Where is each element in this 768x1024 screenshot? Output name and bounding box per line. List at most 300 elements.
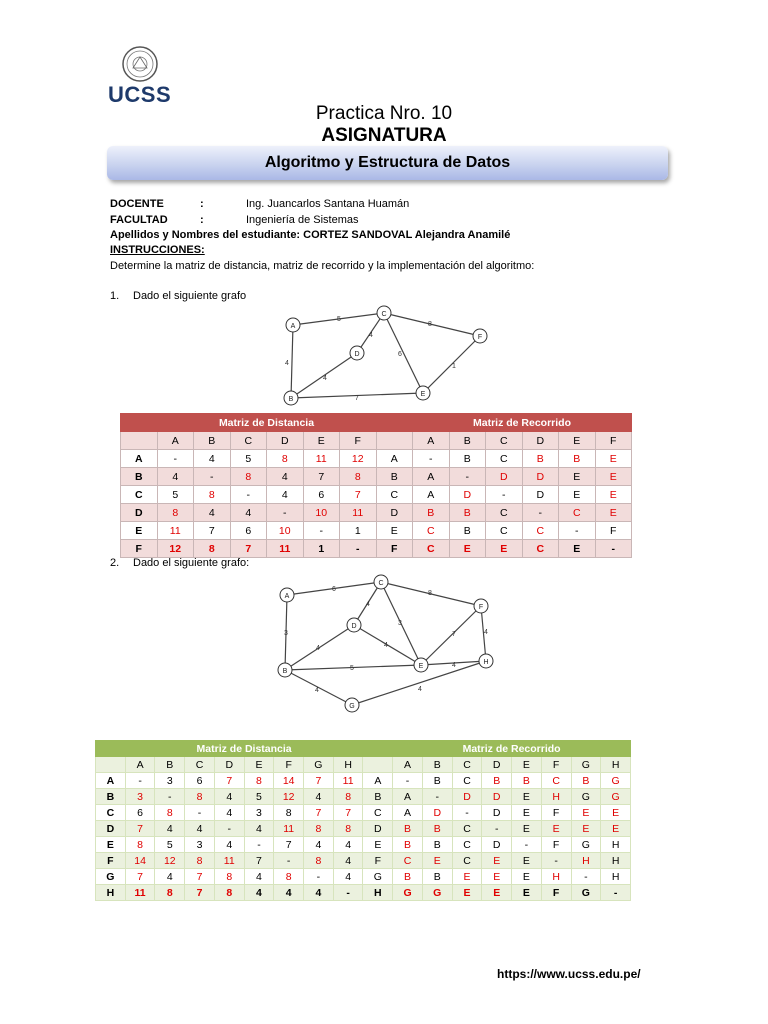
edge-weight: 1: [452, 363, 456, 370]
route-cell: H: [601, 869, 631, 885]
distance-cell: 7: [185, 885, 215, 901]
faculty-row: [110, 214, 359, 226]
course-heading: ASIGNATURA: [321, 125, 447, 146]
route-cell: E: [541, 821, 571, 837]
edge-weight: 7: [452, 631, 456, 638]
route-cell: C: [522, 540, 559, 558]
distance-cell: 8: [155, 805, 185, 821]
column-header: B: [155, 757, 185, 773]
distance-cell: 4: [230, 504, 267, 522]
distance-cell: 8: [125, 837, 155, 853]
matrix-row: [121, 540, 632, 558]
column-header: A: [413, 432, 450, 450]
route-cell: A: [413, 486, 450, 504]
route-cell: D: [422, 805, 452, 821]
row-label: A: [363, 773, 393, 789]
route-cell: C: [452, 837, 482, 853]
row-label: C: [376, 486, 413, 504]
route-cell: E: [595, 468, 632, 486]
distance-cell: 1: [303, 540, 340, 558]
column-header: B: [422, 757, 452, 773]
row-label: C: [96, 805, 126, 821]
distance-cell: 6: [230, 522, 267, 540]
edge-weight: 5: [350, 665, 354, 672]
route-cell: A: [393, 789, 423, 805]
distance-cell: 4: [157, 468, 194, 486]
route-cell: E: [571, 805, 601, 821]
colon: :: [200, 214, 204, 226]
distance-cell: 8: [155, 885, 185, 901]
row-label: F: [96, 853, 126, 869]
route-cell: E: [452, 869, 482, 885]
route-cell: C: [452, 821, 482, 837]
route-cell: E: [449, 540, 486, 558]
distance-cell: -: [304, 869, 334, 885]
distance-cell: 4: [333, 853, 363, 869]
column-header: A: [125, 757, 155, 773]
distance-cell: 4: [214, 837, 244, 853]
distance-cell: 8: [185, 789, 215, 805]
distance-cell: 4: [267, 468, 304, 486]
matrix-table-1: [120, 413, 632, 558]
route-cell: E: [512, 885, 542, 901]
row-label: G: [363, 869, 393, 885]
distance-cell: 3: [185, 837, 215, 853]
edge-weight: 6: [332, 586, 336, 593]
route-cell: E: [512, 853, 542, 869]
node-label: F: [477, 334, 483, 341]
route-cell: E: [595, 450, 632, 468]
route-cell: B: [522, 450, 559, 468]
route-cell: B: [571, 773, 601, 789]
row-label: E: [376, 522, 413, 540]
distance-cell: 12: [157, 540, 194, 558]
route-cell: G: [571, 789, 601, 805]
route-cell: F: [595, 522, 632, 540]
distance-cell: 8: [214, 869, 244, 885]
distance-cell: 4: [333, 837, 363, 853]
column-header: E: [512, 757, 542, 773]
distance-cell: 14: [274, 773, 304, 789]
edge-weight: 5: [337, 316, 341, 323]
route-cell: B: [422, 837, 452, 853]
distance-cell: -: [274, 853, 304, 869]
route-cell: A: [393, 805, 423, 821]
route-cell: D: [486, 468, 523, 486]
distance-cell: 1: [340, 522, 377, 540]
website-url: https://www.ucss.edu.pe/: [497, 967, 641, 981]
distance-cell: 4: [214, 805, 244, 821]
route-cell: E: [512, 789, 542, 805]
route-cell: H: [601, 837, 631, 853]
route-cell: E: [512, 821, 542, 837]
distance-cell: 7: [125, 869, 155, 885]
node-label: E: [418, 663, 424, 670]
distance-cell: 4: [194, 504, 231, 522]
edge-weight: 4: [316, 645, 320, 652]
distance-cell: 8: [267, 450, 304, 468]
distance-cell: 6: [125, 805, 155, 821]
node-label: H: [483, 659, 489, 666]
column-header: C: [452, 757, 482, 773]
route-cell: D: [522, 468, 559, 486]
route-cell: C: [452, 773, 482, 789]
row-label: D: [96, 821, 126, 837]
distance-cell: -: [125, 773, 155, 789]
node-label: D: [354, 351, 360, 358]
distance-cell: 10: [267, 522, 304, 540]
route-cell: C: [486, 450, 523, 468]
matrix-row: [121, 468, 632, 486]
row-label: E: [96, 837, 126, 853]
distance-cell: 4: [333, 869, 363, 885]
practice-title: Practica Nro. 10: [315, 103, 453, 124]
distance-cell: 7: [244, 853, 274, 869]
edge-weight: 8: [428, 321, 432, 328]
distance-cell: 7: [274, 837, 304, 853]
route-cell: B: [559, 450, 596, 468]
distance-cell: 7: [333, 805, 363, 821]
distance-cell: 7: [185, 869, 215, 885]
node-label: A: [290, 323, 296, 330]
route-cell: -: [413, 450, 450, 468]
edge-weight: 4: [452, 662, 456, 669]
question-1-text: Dado el siguiente grafo: [133, 290, 247, 302]
instructions-text: Determine la matriz de distancia, matriz de recorrido y la implementación del algoritmo:: [110, 260, 535, 272]
distance-cell: -: [157, 450, 194, 468]
matrix-header-row: [96, 757, 631, 773]
matrix-row: [96, 869, 631, 885]
edge-weight: 4: [366, 601, 370, 608]
matrix-row: [96, 805, 631, 821]
column-header: D: [482, 757, 512, 773]
distance-cell: 5: [230, 450, 267, 468]
distance-cell: 8: [274, 805, 304, 821]
route-cell: C: [413, 522, 450, 540]
distance-cell: -: [340, 540, 377, 558]
route-cell: C: [541, 773, 571, 789]
matrix-row: [121, 504, 632, 522]
route-cell: H: [601, 853, 631, 869]
row-label: G: [96, 869, 126, 885]
distance-cell: -: [244, 837, 274, 853]
route-cell: F: [541, 837, 571, 853]
distance-cell: 8: [244, 773, 274, 789]
column-header: H: [601, 757, 631, 773]
distance-cell: 4: [155, 869, 185, 885]
distance-cell: 11: [333, 773, 363, 789]
distance-cell: 4: [304, 837, 334, 853]
route-cell: B: [449, 450, 486, 468]
route-cell: E: [486, 540, 523, 558]
row-label: E: [363, 837, 393, 853]
matrix-row: [121, 522, 632, 540]
edge-weight: 4: [285, 360, 289, 367]
route-cell: E: [452, 885, 482, 901]
route-matrix-title: Matriz de Recorrido: [393, 741, 631, 757]
edge-weight: 4: [384, 642, 388, 649]
distance-cell: 8: [194, 540, 231, 558]
route-cell: C: [486, 522, 523, 540]
row-label: B: [121, 468, 158, 486]
distance-cell: 4: [214, 789, 244, 805]
route-cell: -: [393, 773, 423, 789]
row-label: C: [363, 805, 393, 821]
route-cell: F: [541, 805, 571, 821]
distance-cell: -: [230, 486, 267, 504]
distance-cell: -: [267, 504, 304, 522]
distance-cell: 12: [155, 853, 185, 869]
route-cell: D: [482, 805, 512, 821]
route-cell: G: [571, 885, 601, 901]
distance-cell: -: [155, 789, 185, 805]
route-cell: D: [482, 837, 512, 853]
column-header: D: [522, 432, 559, 450]
column-header: E: [303, 432, 340, 450]
route-cell: -: [422, 789, 452, 805]
row-label: A: [376, 450, 413, 468]
row-label: D: [376, 504, 413, 522]
distance-cell: 8: [304, 821, 334, 837]
row-label: A: [96, 773, 126, 789]
distance-cell: 11: [214, 853, 244, 869]
route-cell: B: [413, 504, 450, 522]
column-header: D: [214, 757, 244, 773]
distance-cell: 7: [194, 522, 231, 540]
column-header: E: [244, 757, 274, 773]
route-cell: -: [571, 869, 601, 885]
distance-cell: 8: [185, 853, 215, 869]
matrix-row: [96, 789, 631, 805]
distance-cell: 7: [125, 821, 155, 837]
route-cell: D: [452, 789, 482, 805]
column-header: C: [185, 757, 215, 773]
route-matrix-title: Matriz de Recorrido: [413, 414, 632, 432]
faculty-name: Ingeniería de Sistemas: [246, 214, 359, 226]
column-header: E: [559, 432, 596, 450]
node-label: C: [381, 311, 387, 318]
distance-cell: 11: [274, 821, 304, 837]
subject-name: Algoritmo y Estructura de Datos: [264, 154, 511, 171]
distance-cell: 6: [185, 773, 215, 789]
node-label: B: [288, 396, 294, 403]
distance-cell: 4: [267, 486, 304, 504]
distance-cell: 4: [155, 821, 185, 837]
question-2-text: Dado el siguiente grafo:: [133, 557, 250, 569]
distance-cell: 6: [303, 486, 340, 504]
edge-weight: 4: [369, 332, 373, 339]
distance-cell: 11: [303, 450, 340, 468]
row-label: D: [121, 504, 158, 522]
row-label: B: [96, 789, 126, 805]
distance-cell: 3: [155, 773, 185, 789]
graph-1: [280, 303, 490, 408]
route-cell: -: [512, 837, 542, 853]
column-header: F: [340, 432, 377, 450]
edge-weight: 7: [355, 395, 359, 402]
edge-weight: 4: [323, 375, 327, 382]
distance-cell: 4: [244, 821, 274, 837]
distance-cell: 8: [333, 789, 363, 805]
teacher-row: [110, 198, 409, 210]
node-label: F: [478, 604, 484, 611]
route-cell: -: [601, 885, 631, 901]
route-cell: E: [482, 869, 512, 885]
matrix-row: [96, 885, 631, 901]
distance-cell: 3: [244, 805, 274, 821]
route-cell: C: [522, 522, 559, 540]
route-cell: E: [559, 486, 596, 504]
question-1-number: 1.: [110, 290, 120, 302]
distance-cell: 7: [214, 773, 244, 789]
edge-weight: 6: [398, 351, 402, 358]
route-cell: C: [413, 540, 450, 558]
column-header: D: [267, 432, 304, 450]
row-label: B: [363, 789, 393, 805]
matrix-title-row: [96, 741, 631, 757]
column-header: G: [304, 757, 334, 773]
route-cell: -: [486, 486, 523, 504]
route-cell: B: [449, 522, 486, 540]
row-label: A: [121, 450, 158, 468]
teacher-label: DOCENTE: [110, 198, 164, 210]
column-header: B: [194, 432, 231, 450]
distance-matrix-title: Matriz de Distancia: [157, 414, 376, 432]
distance-cell: 8: [194, 486, 231, 504]
student-name: Apellidos y Nombres del estudiante: CORTEZ SANDOVAL Alejandra Anamilé: [110, 229, 511, 241]
route-cell: E: [571, 821, 601, 837]
route-cell: E: [482, 885, 512, 901]
route-cell: E: [559, 540, 596, 558]
route-cell: C: [559, 504, 596, 522]
route-cell: -: [452, 805, 482, 821]
route-cell: B: [422, 821, 452, 837]
distance-cell: 5: [155, 837, 185, 853]
column-header: F: [541, 757, 571, 773]
route-cell: E: [422, 853, 452, 869]
route-cell: E: [601, 805, 631, 821]
matrix-row: [121, 450, 632, 468]
node-label: G: [349, 703, 355, 710]
edge-weight: 4: [484, 629, 488, 636]
distance-cell: 5: [244, 789, 274, 805]
node-label: C: [378, 580, 384, 587]
route-cell: D: [449, 486, 486, 504]
route-cell: -: [449, 468, 486, 486]
distance-cell: 8: [304, 853, 334, 869]
distance-cell: 11: [157, 522, 194, 540]
distance-cell: 11: [125, 885, 155, 901]
route-cell: E: [512, 805, 542, 821]
route-cell: B: [512, 773, 542, 789]
edge-weight: 3: [284, 630, 288, 637]
distance-cell: 4: [244, 885, 274, 901]
distance-cell: 11: [267, 540, 304, 558]
distance-cell: 4: [274, 885, 304, 901]
route-cell: E: [512, 869, 542, 885]
row-label: F: [121, 540, 158, 558]
route-cell: E: [595, 486, 632, 504]
row-label: H: [363, 885, 393, 901]
matrix-row: [121, 486, 632, 504]
column-header: H: [333, 757, 363, 773]
distance-cell: 4: [304, 885, 334, 901]
distance-cell: 4: [304, 789, 334, 805]
matrix-row: [96, 837, 631, 853]
route-cell: C: [393, 853, 423, 869]
distance-cell: -: [303, 522, 340, 540]
route-cell: H: [541, 869, 571, 885]
node-label: A: [284, 593, 290, 600]
route-cell: G: [393, 885, 423, 901]
route-cell: -: [482, 821, 512, 837]
route-cell: -: [595, 540, 632, 558]
faculty-label: FACULTAD: [110, 214, 168, 226]
distance-cell: 7: [303, 468, 340, 486]
university-logo-text: UCSS: [108, 82, 172, 107]
matrix-row: [96, 853, 631, 869]
distance-cell: 8: [214, 885, 244, 901]
distance-cell: -: [185, 805, 215, 821]
node-label: E: [420, 391, 426, 398]
distance-cell: 3: [125, 789, 155, 805]
route-cell: -: [522, 504, 559, 522]
route-cell: E: [601, 821, 631, 837]
route-cell: F: [541, 885, 571, 901]
distance-cell: 14: [125, 853, 155, 869]
distance-cell: 8: [333, 821, 363, 837]
teacher-name: Ing. Juancarlos Santana Huamán: [246, 198, 410, 210]
route-cell: G: [601, 773, 631, 789]
route-cell: E: [595, 504, 632, 522]
route-cell: B: [482, 773, 512, 789]
route-cell: G: [601, 789, 631, 805]
distance-cell: 8: [230, 468, 267, 486]
route-cell: -: [541, 853, 571, 869]
node-label: D: [351, 623, 357, 630]
distance-cell: 7: [340, 486, 377, 504]
distance-cell: 7: [230, 540, 267, 558]
distance-cell: 8: [340, 468, 377, 486]
edge-weight: 4: [315, 687, 319, 694]
distance-cell: 4: [185, 821, 215, 837]
route-cell: H: [571, 853, 601, 869]
route-cell: B: [393, 869, 423, 885]
node-label: B: [282, 668, 288, 675]
row-label: F: [363, 853, 393, 869]
distance-cell: -: [333, 885, 363, 901]
distance-cell: 7: [304, 805, 334, 821]
route-cell: D: [522, 486, 559, 504]
route-cell: C: [486, 504, 523, 522]
distance-cell: 8: [157, 504, 194, 522]
column-header: G: [571, 757, 601, 773]
route-cell: H: [541, 789, 571, 805]
distance-cell: 12: [274, 789, 304, 805]
route-cell: D: [482, 789, 512, 805]
matrix-header-row: [121, 432, 632, 450]
distance-cell: 4: [194, 450, 231, 468]
distance-matrix-title: Matriz de Distancia: [125, 741, 363, 757]
row-label: F: [376, 540, 413, 558]
route-cell: -: [559, 522, 596, 540]
question-2-number: 2.: [110, 557, 120, 569]
distance-cell: 8: [274, 869, 304, 885]
matrix-row: [96, 821, 631, 837]
distance-cell: -: [194, 468, 231, 486]
distance-cell: 5: [157, 486, 194, 504]
distance-cell: 10: [303, 504, 340, 522]
